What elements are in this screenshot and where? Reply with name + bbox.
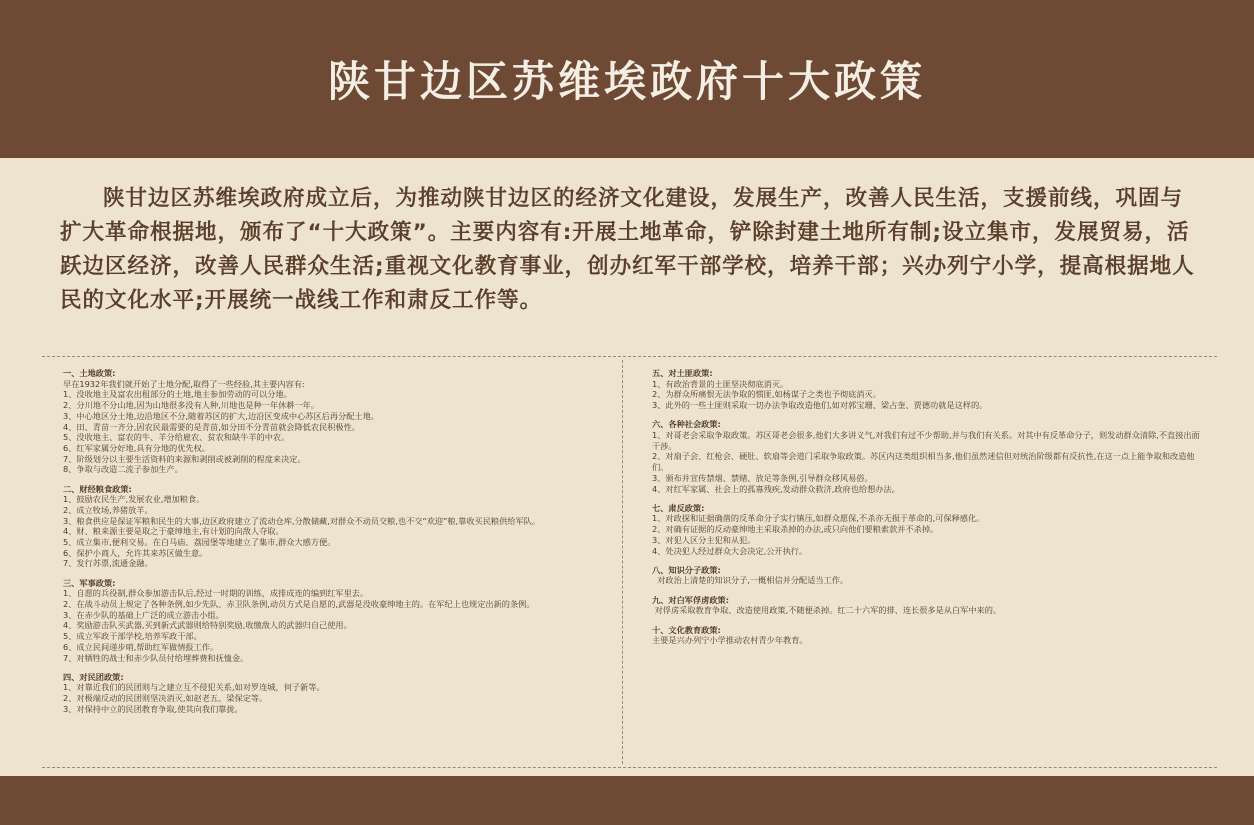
column-divider [622,360,623,764]
policy-item: 3、在赤少队的基础上广泛的成立游击小组。 [63,609,224,620]
policy-item: 2、为群众所痛恨无法争取的惯匪,如杨谋子之类也予彻底消灭。 [652,389,881,400]
intro-paragraph: 陕甘边区苏维埃政府成立后，为推动陕甘边区的经济文化建设，发展生产，改善人民生活，支援前线，巩固与扩大革命根据地，颁布了“十大政策”。主要内容有:开展土地革命，铲除封建土地所有制;设立集市，发展贸易，活跃边区经济，改善人民群众生活;重视文化教育事业，创办红军干部学校，培养干部；兴办列宁小学，提高根据地人民的文化水平;开展统一战线工作和肃反工作等。 [60,186,1195,313]
policy-item: 2、对确有证据的反动豪绅地主采取杀掉的办法,或只向他们要粮索款并不杀掉。 [652,524,939,535]
policy-column-left [63,368,611,723]
policy-item: 对政治上清楚的知识分子,一概相信并分配适当工作。 [652,575,849,586]
section-heading: 四、对民团政策: [63,671,124,682]
policy-item: 3、此外的一些土匪则采取一切办法争取改造他们,如对郭宝珊、梁占奎、贾德功就是这样的。 [652,400,988,411]
policy-section-prisoners [652,595,1207,616]
policy-item: 1、有政治背景的土匪坚决彻底消灭。 [652,378,789,389]
policy-item: 4、处决犯人经过群众大会决定,公开执行。 [652,545,808,556]
policy-item: 主要是兴办列宁小学推动农村青少年教育。 [652,635,808,646]
policy-item: 3、对犯人区分主犯和从犯。 [652,534,756,545]
policy-item: 1、鼓励农民生产,发展农业,增加粮食。 [63,494,205,505]
policy-item: 4、奖励游击队买武器,买到新式武器则给特别奖励,收缴敌人的武器归自己使用。 [63,620,352,631]
policy-section-military [63,578,611,664]
policy-item: 4、田、青苗一齐分,因农民最需要的是青苗,如分田不分青苗就会降低农民积极性。 [63,421,360,432]
policy-item: 7、对牺牲的战士和赤少队员付给埋葬费和抚恤金。 [63,652,249,663]
policy-item: 1、对哥老会采取争取政策。苏区哥老会很多,他们大多讲义气,对我们有过不少帮助,并与我们有关系。对其中有反革命分子，则发动群众清除,不直接出面干涉。 [652,430,1200,451]
policy-item: 2、对极端反动的民团则坚决消灭,如赵老五、梁保定等。 [63,693,268,704]
policy-item: 早在1932年我们就开始了土地分配,取得了一些经验,其主要内容有: [63,378,305,389]
policy-item: 1、自愿的兵役制,群众参加游击队后,经过一时期的训练，成排成连的编到红军里去。 [63,588,369,599]
section-heading: 二、财经粮食政策: [63,483,132,494]
policy-item: 3、中心地区分土地,边沿地区不分,随着苏区的扩大,边沿区变成中心苏区后再分配土地。 [63,410,379,421]
policy-item: 5、成立军政干部学校,培养军政干部。 [63,631,202,642]
policy-item: 2、分川地不分山地,因为山地很多没有人种,川地也是种一年休耕一年。 [63,400,320,411]
policy-item: 5、成立集市,便利交易。在白马庙、荔园堡等地建立了集市,群众大感方便。 [63,537,336,548]
policy-item: 2、成立牧场,养猪放羊。 [63,504,153,515]
policy-item: 2、对扇子会、红枪会、硬肚、软扇等会道门采取争取政策。苏区内这类组织相当多,他们虽然迷信但对统治阶级都有反抗性,在这一点上能争取和改造他们。 [652,451,1195,473]
policy-item: 8、争取与改造二流子参加生产。 [63,464,183,475]
page-title: 陕甘边区苏维埃政府十大政策 [327,57,926,106]
policy-item: 7、发行苏票,流通金融。 [63,558,153,569]
policy-item: 2、在战斗动员上规定了各种条例,如少先队、赤卫队条例,动员方式是自愿的,武器是没收豪绅地主的。在军纪上也规定出新的条例。 [63,599,535,610]
section-heading: 五、对土匪政策: [652,368,713,378]
policy-section-education [652,625,1207,646]
section-heading: 一、土地政策: [63,368,116,378]
policy-section-social [652,419,1207,494]
policy-item: 5、没收地主、富农的牛、羊分给雇农、贫农和缺牛羊的中农。 [63,432,290,443]
policy-item: 3、粮食供应是保证军粮和民生的大事,边区政府建立了流动仓库,分散储藏,对群众不动员交粮,也不交“欢迎”粮,靠收买民粮供给军队。 [63,515,541,526]
policy-section-intellectuals [652,565,1207,586]
policy-item: 1、对政探和证据确凿的反革命分子实行镇压,如群众愿保,不杀亦无损于革命的,可保释感化。 [652,513,985,524]
section-heading: 七、肃反政策: [652,502,705,513]
policy-item: 1、没收地主及富农出租部分的土地,地主参加劳动的可以分地。 [63,389,292,400]
policy-section-militia [63,672,611,715]
section-heading: 九、对白军俘虏政策: [652,594,729,605]
policy-item: 7、阶级划分以主要生活资料的来源和剥削或被剥削的程度来决定。 [63,453,306,464]
policy-column-right [652,368,1207,654]
footer-band [0,776,1254,825]
section-heading: 八、知识分子政策: [652,564,721,575]
policy-section-finance-grain [63,484,611,570]
policy-item: 对俘虏采取教育争取、改造使用政策,不随便杀掉。红二十六军的排、连长很多是从白军中来的。 [652,605,1002,616]
policy-item: 6、保护小商人，允许其来苏区做生意。 [63,547,208,558]
policy-item: 1、对靠近我们的民团则与之建立互不侵犯关系,如对罗连城，何子新等。 [63,682,325,693]
policy-item: 6、成立民间递步哨,帮助红军做情报工作。 [63,641,219,652]
policy-item: 4、财、粮来源主要是取之于豪绅地主,有计划的向敌人夺取。 [63,526,284,537]
section-heading: 六、各种社会政策: [652,419,721,430]
section-heading: 十、文化教育政策: [652,624,721,635]
top-divider [42,356,1217,357]
section-heading: 三、军事政策: [63,577,116,588]
bottom-divider [42,767,1217,768]
policy-item: 3、颁布并宣传禁烟、禁赌、放足等条例,引导群众移风易俗。 [652,472,873,483]
policy-item: 3、对保持中立的民团教育争取,使其向我们靠拢。 [63,703,243,714]
policy-section-bandits [652,368,1207,411]
policy-item: 4、对红军家属、社会上的孤寡残疾,发动群众救济,政府也给想办法。 [652,483,900,494]
policy-item: 6、红军家属分好地,具有分地的优先权。 [63,442,210,453]
policy-section-land [63,368,611,475]
policy-section-counter-revolution [652,503,1207,557]
